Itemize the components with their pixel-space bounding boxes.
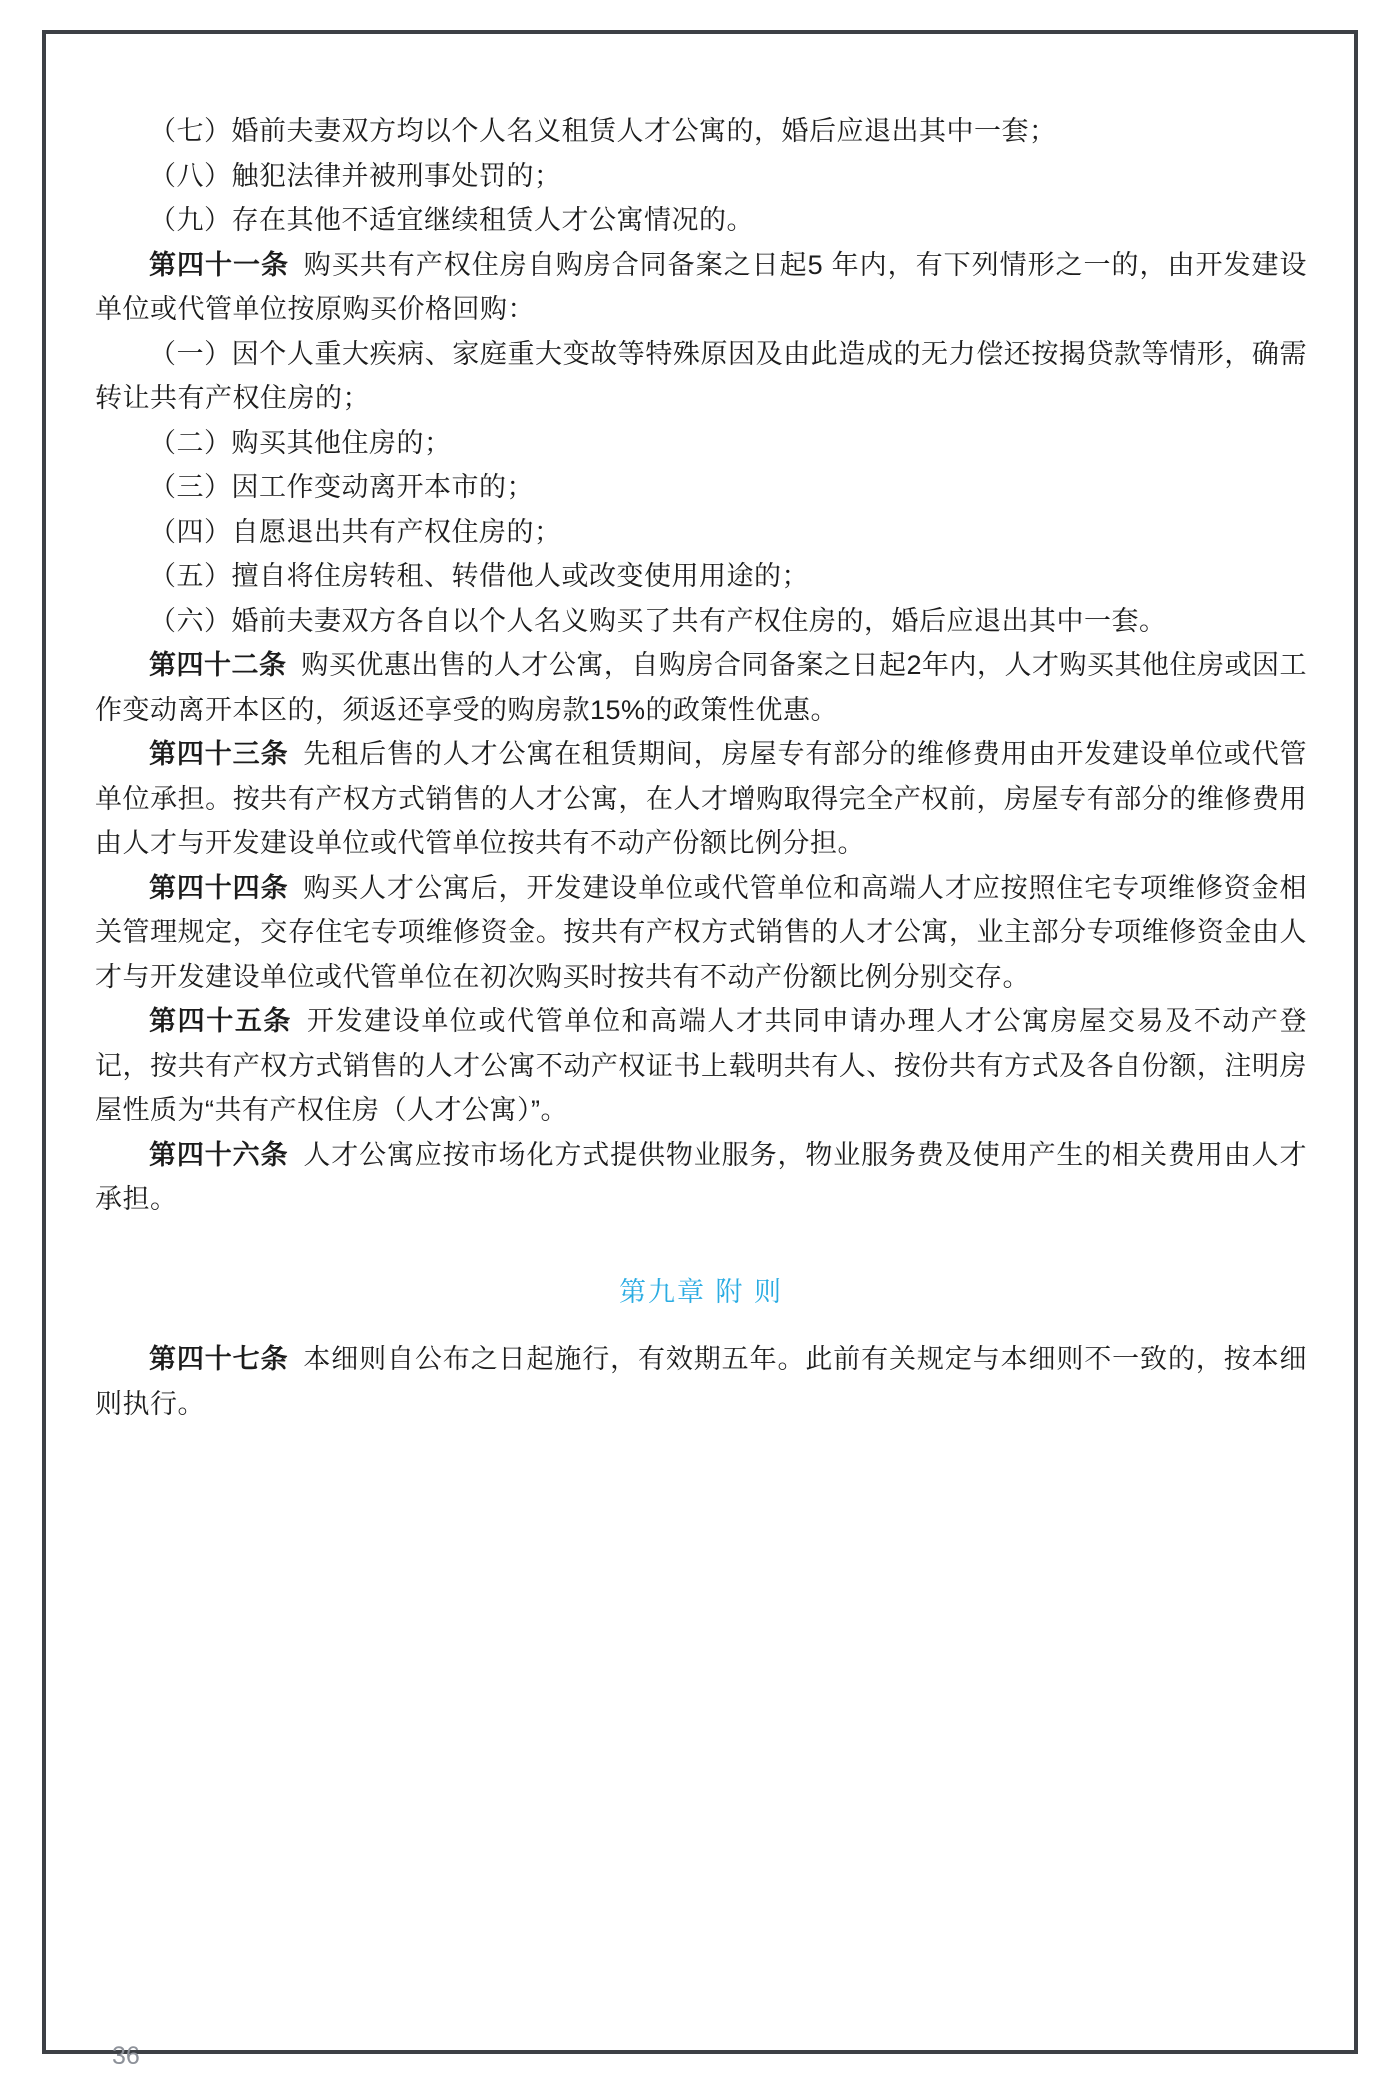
article-number: 第四十七条 [149,1344,289,1374]
page-number: 36 [112,2042,140,2070]
list-item-paragraph: （一）因个人重大疾病、家庭重大变故等特殊原因及由此造成的无力偿还按揭贷款等情形，确需转让共有产权住房的； [95,338,1307,413]
article-paragraph: 第四十一条 购买共有产权住房自购房合同备案之日起5 年内，有下列情形之一的，由开发建设单位或代管单位按原购买价格回购： [95,249,1307,324]
article-number: 第四十三条 [149,739,289,769]
article-paragraph: 第四十四条 购买人才公寓后，开发建设单位或代管单位和高端人才应按照住宅专项维修资金相关管理规定，交存住宅专项维修资金。按共有产权方式销售的人才公寓，业主部分专项维修资金由人才与开发建设单位或代管单位在初次购买时按共有不动产份额比例分别交存。 [95,872,1308,992]
list-item-paragraph: （五）擅自将住房转租、转借他人或改变使用用途的； [149,561,809,591]
list-item-paragraph: （七）婚前夫妻双方均以个人名义租赁人才公寓的，婚后应退出其中一套； [149,116,1057,146]
article-number: 第四十四条 [149,872,289,903]
article-paragraph: 第四十二条 购买优惠出售的人才公寓，自购房合同备案之日起2年内，人才购买其他住房或因工作变动离开本区的，须返还享受的购房款15%的政策性优惠。 [95,650,1308,725]
article-paragraph: 第四十五条 开发建设单位或代管单位和高端人才共同申请办理人才公寓房屋交易及不动产登记，按共有产权方式销售的人才公寓不动产权证书上载明共有人、按份共有方式及各自份额，注明房屋性质为“共有产权住房（人才公寓）”。 [95,1006,1308,1125]
article-number: 第四十五条 [149,1006,293,1036]
list-item-paragraph: （四）自愿退出共有产权住房的； [149,516,562,547]
page-border [42,30,1358,2070]
article-number: 第四十二条 [149,650,287,680]
list-item-paragraph: （二）购买其他住房的； [149,427,452,458]
article-paragraph: 第四十六条 人才公寓应按市场化方式提供物业服务，物业服务费及使用产生的相关费用由人才承担。 [95,1139,1308,1214]
chapter-heading: 第九章 附 则 [618,1276,783,1307]
document-body [95,109,1307,1426]
list-item-paragraph: （三）因工作变动离开本市的； [149,472,534,502]
article-number: 第四十一条 [149,249,289,280]
list-item-paragraph: （八）触犯法律并被刑事处罚的； [149,160,562,191]
article-paragraph: 第四十三条 先租后售的人才公寓在租赁期间，房屋专有部分的维修费用由开发建设单位或代管单位承担。按共有产权方式销售的人才公寓，在人才增购取得完全产权前，房屋专有部分的维修费用由人才与开发建设单位或代管单位按共有不动产份额比例分担。 [95,739,1308,858]
list-item-paragraph: （九）存在其他不适宜继续租赁人才公寓情况的。 [149,205,754,235]
article-number: 第四十六条 [149,1139,289,1170]
list-item-paragraph: （六）婚前夫妻双方各自以个人名义购买了共有产权住房的，婚后应退出其中一套。 [149,605,1167,636]
article-paragraph: 第四十七条 本细则自公布之日起施行，有效期五年。此前有关规定与本细则不一致的，按本细则执行。 [95,1344,1308,1419]
